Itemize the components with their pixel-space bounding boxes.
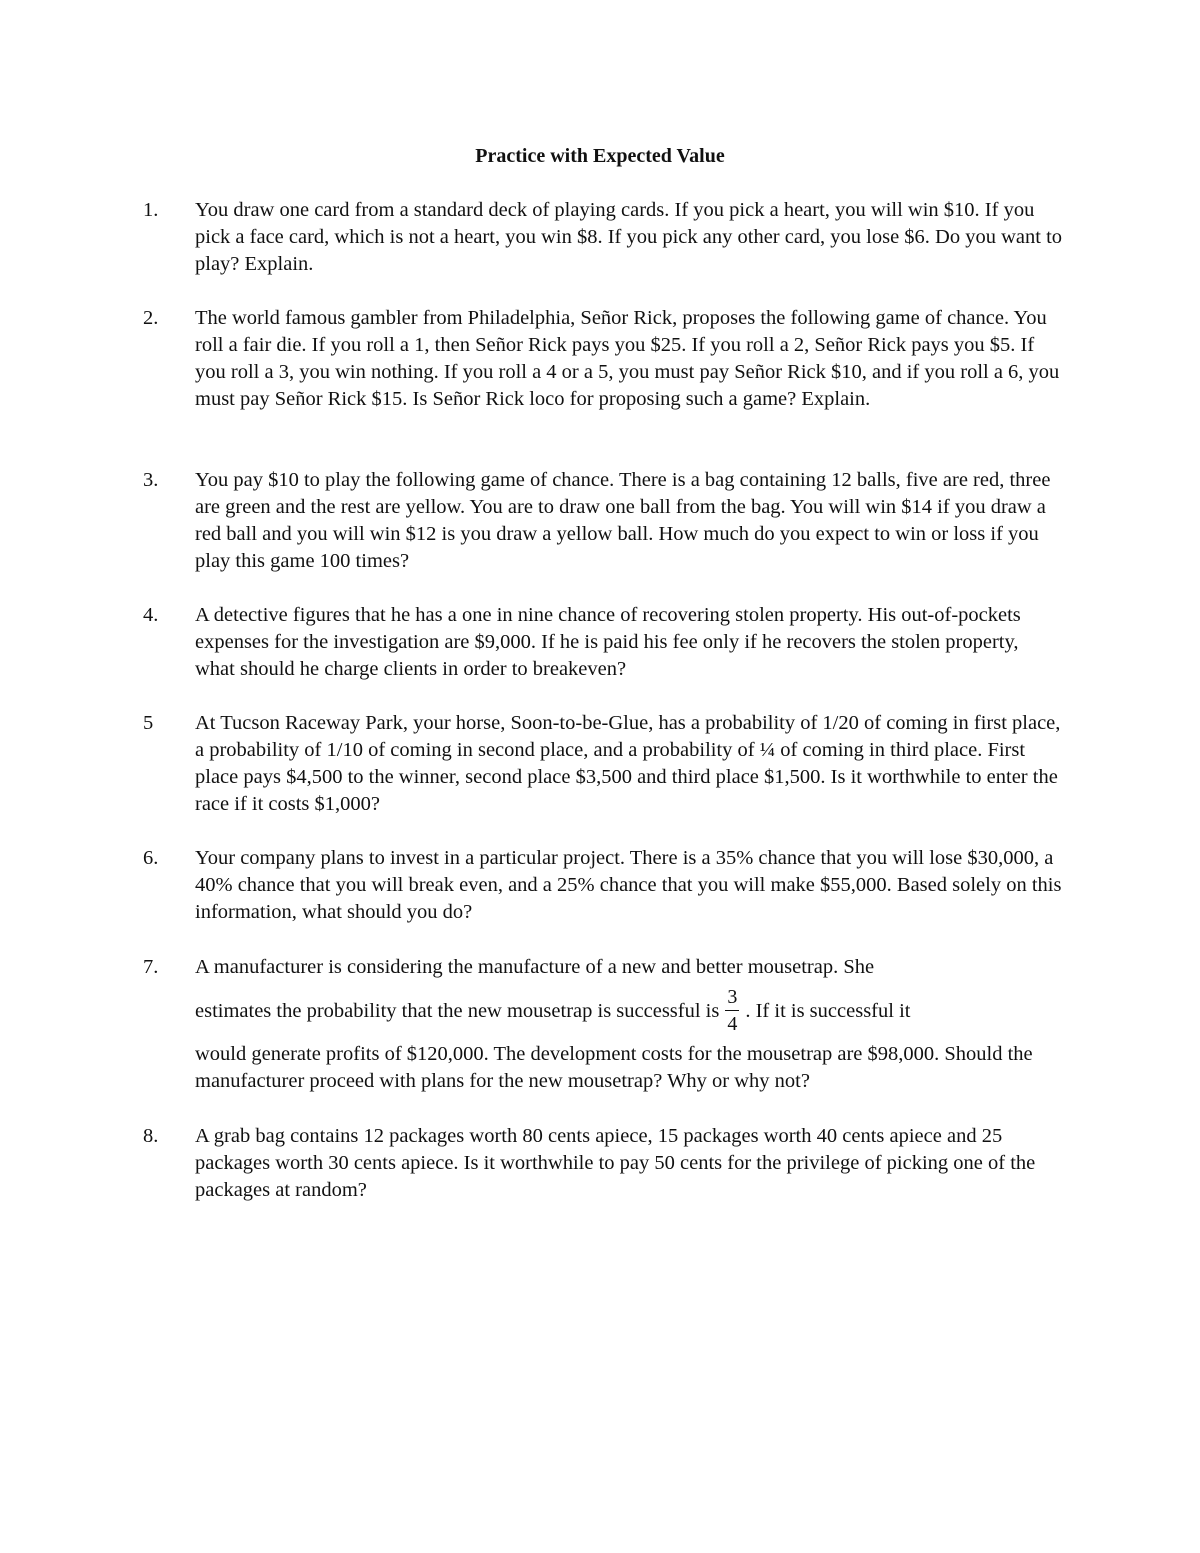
problem-number: 1. — [143, 199, 159, 221]
problem-number: 3. — [143, 469, 159, 491]
problem-text: A detective figures that he has a one in nine chance of recovering stolen property. His out-of-pockets expenses for the investigation are $9,000. If he is paid his fee only if he recovers the stolen property, what should he charge clients in order to breakeven? — [195, 604, 1021, 680]
problem-4 — [143, 602, 1063, 683]
problem-2 — [143, 305, 1063, 413]
problem-8 — [143, 1123, 1063, 1204]
problem-7-rest: would generate profits of $120,000. The development costs for the mousetrap are $98,000. Should the manufacturer proceed with plans for the new mousetrap? Why or why not? — [195, 1043, 1033, 1092]
problem-3 — [143, 467, 1063, 575]
problem-7 — [143, 954, 1063, 1095]
fraction-denominator: 4 — [727, 1012, 738, 1035]
problem-7-line2 — [195, 981, 1063, 1041]
fraction — [725, 985, 739, 1036]
problem-5 — [143, 710, 1063, 818]
problem-7-line2-before: estimates the probability that the new mousetrap is successful is — [195, 1000, 720, 1022]
problem-number: 7. — [143, 956, 159, 978]
problem-number: 2. — [143, 307, 159, 329]
problem-text: You pay $10 to play the following game of chance. There is a bag containing 12 balls, five are red, three are green and the rest are yellow. You are to draw one ball from the bag. You will win $14 if you draw a red ball and you will win $12 is you draw a yellow ball. How much do you expect to win or loss if you play this game 100 times? — [195, 469, 1051, 572]
problem-text: Your company plans to invest in a particular project. There is a 35% chance that you will lose $30,000, a 40% chance that you will break even, and a 25% chance that you will make $55,000. Based solely on this information, what should you do? — [195, 847, 1062, 923]
problem-1 — [143, 197, 1063, 278]
problem-7-line2-after: . If it is successful it — [745, 1000, 911, 1022]
problem-number: 8. — [143, 1125, 159, 1147]
problem-text: The world famous gambler from Philadelphia, Señor Rick, proposes the following game of chance. You roll a fair die. If you roll a 1, then Señor Rick pays you $25. If you roll a 2, Señor Rick pays you $5. If you roll a 3, you win nothing. If you roll a 4 or a 5, you must pay Señor Rick $10, and if you roll a 6, you must pay Señor Rick $15. Is Señor Rick loco for proposing such a game? Explain. — [195, 307, 1060, 410]
fraction-numerator: 3 — [725, 985, 739, 1011]
problem-text: You draw one card from a standard deck of playing cards. If you pick a heart, you will win $10. If you pick a face card, which is not a heart, you win $8. If you pick any other card, you lose $6. Do you want to play? Explain. — [195, 199, 1063, 275]
problem-text: At Tucson Raceway Park, your horse, Soon-to-be-Glue, has a probability of 1/20 of coming in first place, a probability of 1/10 of coming in second place, and a probability of ¼ of coming in third place. First place pays $4,500 to the winner, second place $3,500 and third place $1,500. Is it worthwhile to enter the race if it costs $1,000? — [195, 712, 1061, 815]
problem-text — [195, 954, 1063, 1095]
problem-text: A grab bag contains 12 packages worth 80 cents apiece, 15 packages worth 40 cents apiece and 25 packages worth 30 cents apiece. Is it worthwhile to pay 50 cents for the privilege of picking one of the packages at random? — [195, 1125, 1036, 1201]
problem-7-line1: A manufacturer is considering the manufacture of a new and better mousetrap. She — [195, 956, 875, 978]
problem-6 — [143, 845, 1063, 926]
problem-number: 6. — [143, 847, 159, 869]
problem-number: 4. — [143, 604, 159, 626]
page-title: Practice with Expected Value — [475, 145, 725, 167]
problem-number: 5 — [143, 712, 154, 734]
